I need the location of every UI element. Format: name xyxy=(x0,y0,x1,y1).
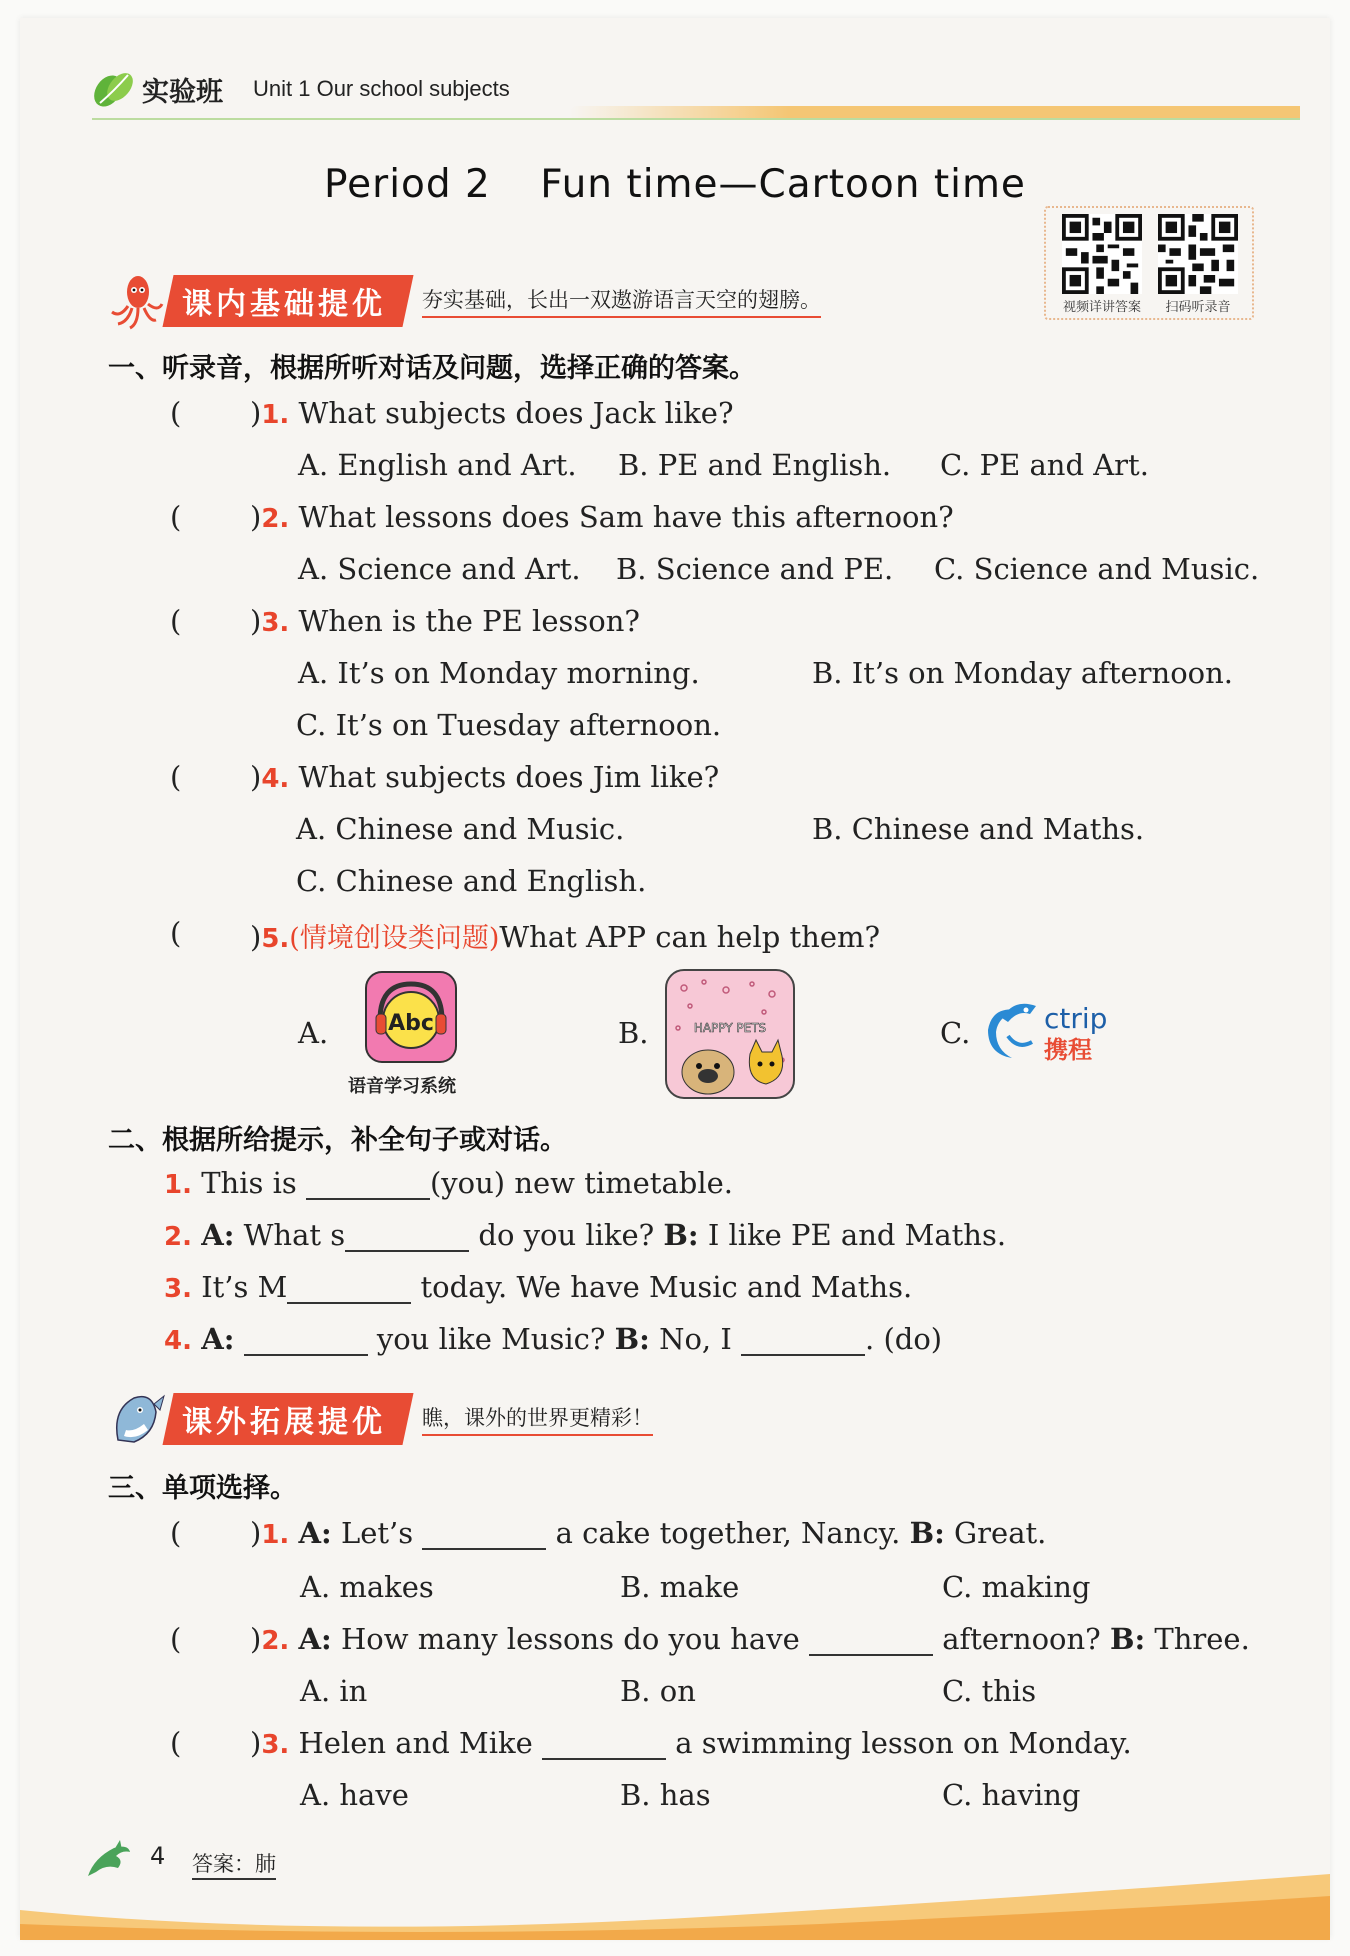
c1-option-a[interactable]: A. makes xyxy=(300,1570,434,1604)
q1-option-c[interactable]: C. PE and Art. xyxy=(940,448,1149,482)
section-banner-in-class xyxy=(104,276,821,326)
app-phonics-label: 语音学习系统 xyxy=(348,1076,456,1097)
qr-label-audio: 扫码听录音 xyxy=(1165,300,1231,315)
answer-paren-open: ( xyxy=(170,500,182,534)
answer-paren-open: ( xyxy=(170,396,182,430)
q2-option-a[interactable]: A. Science and Art. xyxy=(298,552,581,586)
lesson-name: Fun time—Cartoon time xyxy=(540,162,1026,207)
qr-code-audio-icon[interactable] xyxy=(1158,214,1238,294)
blank-input[interactable] xyxy=(741,1324,865,1356)
answer-note: 答案：肺 xyxy=(192,1848,276,1880)
q3-option-b[interactable]: B. It’s on Monday afternoon. xyxy=(812,656,1234,690)
c2-option-c[interactable]: C. this xyxy=(942,1674,1037,1708)
c2-option-b[interactable]: B. on xyxy=(620,1674,696,1708)
q2-option-b[interactable]: B. Science and PE. xyxy=(616,552,894,586)
q3-option-c[interactable]: C. It’s on Tuesday afternoon. xyxy=(296,708,722,742)
section-subtitle: 瞧，课外的世界更精彩！ xyxy=(422,1402,653,1436)
answer-paren-open: ( xyxy=(170,1726,182,1760)
squid-mascot-icon xyxy=(104,272,166,330)
unit-title: Unit 1 Our school subjects xyxy=(253,76,510,101)
q5-option-a-label[interactable]: A. xyxy=(298,1016,329,1050)
q5-option-c-label[interactable]: C. xyxy=(940,1016,971,1050)
brand-name: 实验班 xyxy=(142,76,223,108)
q1-option-a[interactable]: A. English and Art. xyxy=(298,448,577,482)
choice-question-1: )1. A: Let’s a cake together, Nancy. B: Great. xyxy=(250,1516,1047,1550)
question-3: )3. When is the PE lesson? xyxy=(250,604,640,638)
fill-sentence-3: 3. It’s M today. We have Music and Maths. xyxy=(164,1270,913,1304)
blank-input[interactable] xyxy=(542,1728,666,1760)
answer-paren-open: ( xyxy=(170,1516,182,1550)
part3-heading: 三、单项选择。 xyxy=(108,1473,297,1504)
app-happy-pets-icon[interactable] xyxy=(664,968,796,1100)
section-tag: 课内基础提优 xyxy=(162,275,413,327)
qr-label-video: 视频详讲答案 xyxy=(1062,300,1141,315)
c3-option-b[interactable]: B. has xyxy=(620,1778,711,1812)
page-title xyxy=(0,162,1350,207)
q2-option-c[interactable]: C. Science and Music. xyxy=(934,552,1260,586)
app-phonics-icon[interactable] xyxy=(364,970,458,1064)
svg-text:携程: 携程 xyxy=(1044,1036,1092,1064)
q4-option-a[interactable]: A. Chinese and Music. xyxy=(296,812,625,846)
section-tag: 课外拓展提优 xyxy=(162,1393,413,1445)
blank-input[interactable] xyxy=(244,1324,368,1356)
shark-mascot-icon xyxy=(104,1390,166,1448)
c1-option-c[interactable]: C. making xyxy=(942,1570,1091,1604)
q4-option-b[interactable]: B. Chinese and Maths. xyxy=(812,812,1145,846)
fill-sentence-1: 1. This is (you) new timetable. xyxy=(164,1166,733,1200)
header-divider xyxy=(92,118,1300,120)
question-5: )5.(情境创设类问题)What APP can help them? xyxy=(250,920,881,954)
svg-text:ctrip: ctrip xyxy=(1044,1002,1108,1035)
blank-input[interactable] xyxy=(345,1220,469,1252)
choice-question-2: )2. A: How many lessons do you have afternoon? B: Three. xyxy=(250,1622,1250,1656)
section-banner-extra xyxy=(104,1394,653,1444)
fill-sentence-4: 4. A: you like Music? B: No, I . (do) xyxy=(164,1322,943,1356)
question-2: )2. What lessons does Sam have this afternoon? xyxy=(250,500,954,534)
answer-paren-open: ( xyxy=(170,916,182,950)
blank-input[interactable] xyxy=(306,1168,430,1200)
app-ctrip-icon[interactable] xyxy=(978,996,1118,1066)
question-4: )4. What subjects does Jim like? xyxy=(250,760,720,794)
footer-wave-decor xyxy=(20,1870,1330,1940)
qr-code-box xyxy=(1044,206,1254,320)
period-label: Period 2 xyxy=(324,162,491,207)
q5-option-b-label[interactable]: B. xyxy=(618,1016,649,1050)
blank-input[interactable] xyxy=(809,1624,933,1656)
question-1: )1. What subjects does Jack like? xyxy=(250,396,734,430)
part2-heading: 二、根据所给提示，补全句子或对话。 xyxy=(108,1125,567,1156)
qr-code-video-icon[interactable] xyxy=(1062,214,1142,294)
answer-paren-open: ( xyxy=(170,760,182,794)
c2-option-a[interactable]: A. in xyxy=(300,1674,368,1708)
section-subtitle: 夯实基础，长出一双遨游语言天空的翅膀。 xyxy=(422,284,821,318)
blank-input[interactable] xyxy=(287,1272,411,1304)
page-header xyxy=(92,66,510,112)
answer-paren-open: ( xyxy=(170,1622,182,1656)
part1-heading: 一、听录音，根据所听对话及问题，选择正确的答案。 xyxy=(108,353,756,384)
svg-text:HAPPY PETS: HAPPY PETS xyxy=(693,1021,767,1035)
c3-option-a[interactable]: A. have xyxy=(300,1778,409,1812)
choice-question-3: )3. Helen and Mike a swimming lesson on Monday. xyxy=(250,1726,1132,1760)
page-number: 4 xyxy=(150,1842,166,1870)
c3-option-c[interactable]: C. having xyxy=(942,1778,1081,1812)
svg-text:Abc: Abc xyxy=(388,1011,434,1036)
answer-paren-open: ( xyxy=(170,604,182,638)
c1-option-b[interactable]: B. make xyxy=(620,1570,740,1604)
q4-option-c[interactable]: C. Chinese and English. xyxy=(296,864,647,898)
leaf-logo-icon xyxy=(92,69,136,109)
q1-option-b[interactable]: B. PE and English. xyxy=(618,448,892,482)
fill-sentence-2: 2. A: What s do you like? B: I like PE and Maths. xyxy=(164,1218,1007,1252)
blank-input[interactable] xyxy=(422,1518,546,1550)
q3-option-a[interactable]: A. It’s on Monday morning. xyxy=(298,656,700,690)
